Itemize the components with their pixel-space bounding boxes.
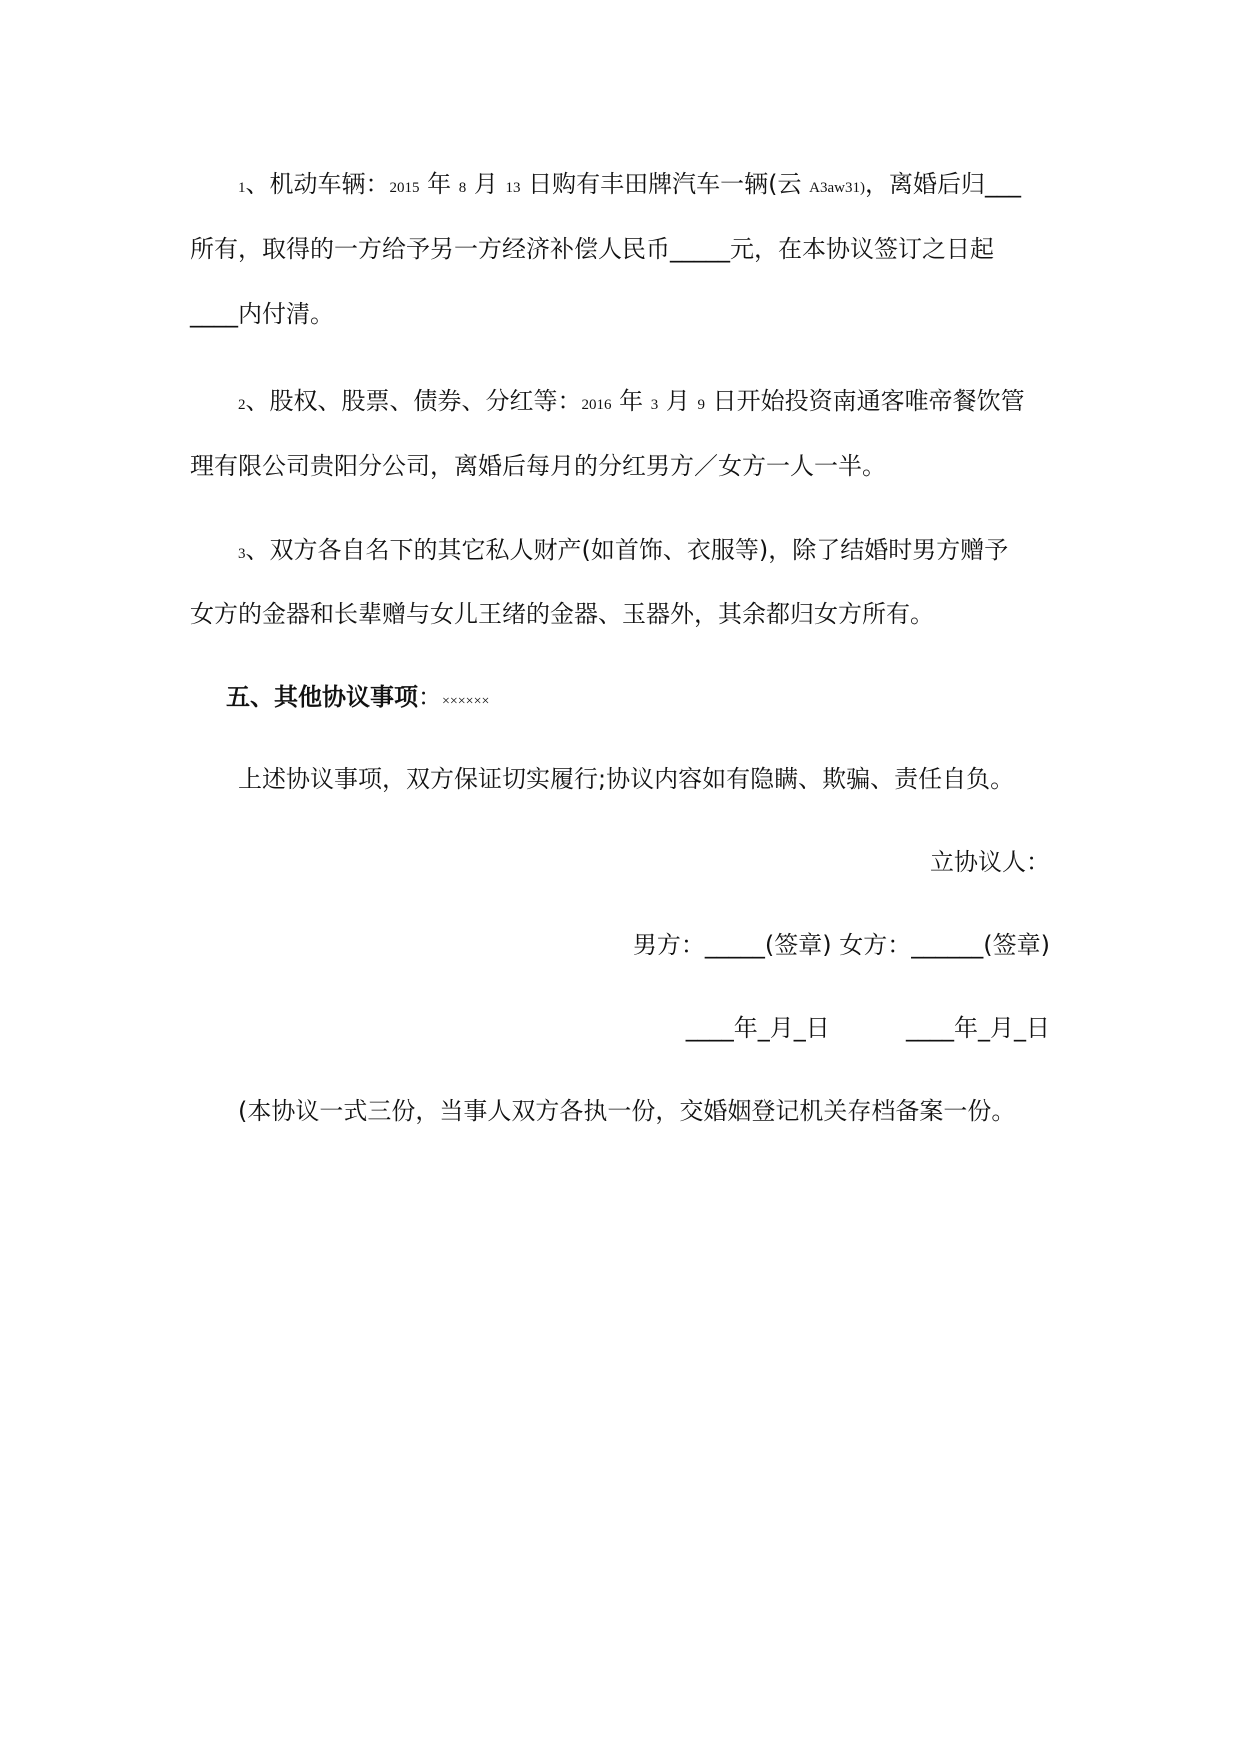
item1-line2: 所有，取得的一方给予另一方经济补偿人民币_____元，在本协议签订之日起 (190, 235, 994, 263)
section5-heading: 五、其他协议事项 (226, 683, 418, 711)
section5-colon: ： (418, 683, 442, 711)
item2-day: 9 (697, 397, 706, 413)
section5-line (226, 677, 1096, 722)
signers-label: 立协议人： (930, 848, 1050, 876)
item1-month-unit: 月 (466, 170, 506, 198)
item2-label: 、股权、股票、债券、分红等： (245, 387, 582, 415)
item1-plate: A3aw31) (809, 180, 865, 196)
item1-month: 8 (458, 180, 467, 196)
guarantee-paragraph: 上述协议事项，双方保证切实履行;协议内容如有隐瞒、欺骗、责任自负。 (238, 765, 1015, 793)
section5-value: ×××××× (442, 694, 490, 709)
item2-number: 2 (238, 397, 246, 413)
item1-day: 13 (505, 180, 521, 196)
item3-text: 、双方各自名下的其它私人财产(如首饰、衣服等)，除了结婚时男方赠予 (245, 536, 1009, 564)
item2-line2: 理有限公司贵阳分公司，离婚后每月的分红男方／女方一人一半。 (190, 452, 886, 480)
item3-line2: 女方的金器和长辈赠与女儿王绪的金器、玉器外，其余都归女方所有。 (190, 600, 934, 628)
item2-month: 3 (650, 397, 659, 413)
item1-label: 、机动车辆： (245, 170, 390, 198)
item2-month-unit: 月 (658, 387, 698, 415)
item2-year-unit: 年 (611, 387, 651, 415)
item1-purchase-text: 日购有丰田牌汽车一辆(云 (520, 170, 810, 198)
signature-line: 男方：_____(签章) 女方：______(签章) (632, 931, 1050, 959)
copies-note: (本协议一式三份，当事人双方各执一份，交婚姻登记机关存档备案一份。 (238, 1097, 1016, 1125)
item1-year: 2015 (389, 180, 420, 196)
item3-number: 3 (238, 546, 246, 562)
item2-line1 (238, 381, 1060, 425)
item2-investment-text: 日开始投资南通客唯帝餐饮管 (705, 387, 1025, 415)
item3-line1 (238, 530, 1060, 574)
item1-ownership-text: ，离婚后归___ (864, 170, 1021, 198)
item1-line1 (238, 164, 1060, 208)
item1-number: 1 (238, 180, 246, 196)
date-line: ____年_月_日 ____年_月_日 (685, 1014, 1050, 1042)
item2-year: 2016 (581, 397, 612, 413)
item1-year-unit: 年 (419, 170, 459, 198)
item1-line3: ____内付清。 (190, 300, 334, 328)
